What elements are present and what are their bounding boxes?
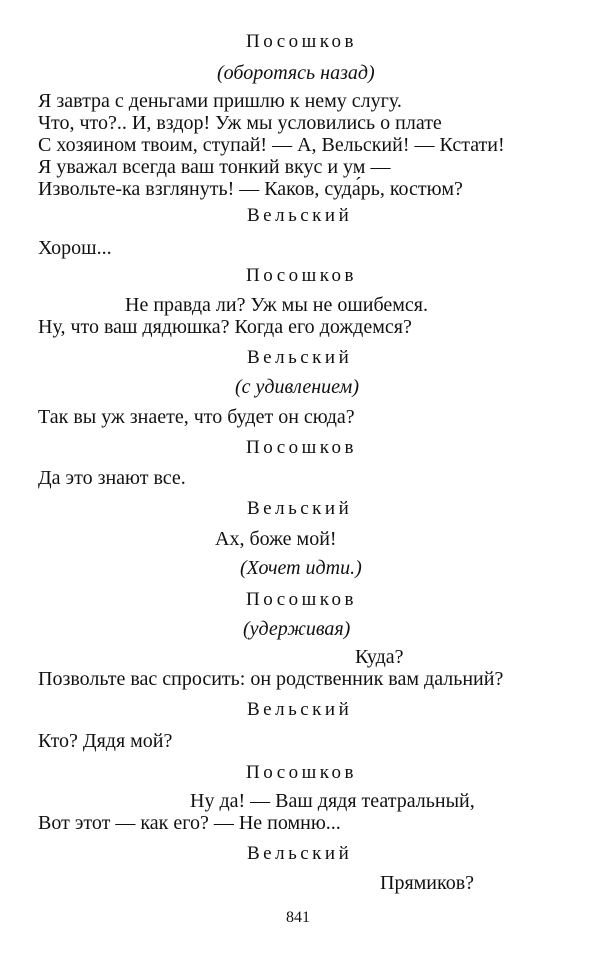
verse-line: Я уважал всегда ваш тонкий вкус и ум — (38, 156, 391, 178)
verse-line: Ах, боже мой! (215, 528, 337, 550)
speaker-pososhkov: Посошков (246, 589, 357, 610)
speaker-velsky: Вельский (247, 843, 353, 864)
verse-line: Позвольте вас спросить: он родственник вам дальний? (38, 668, 504, 690)
stage-direction: (оборотясь назад) (217, 62, 375, 84)
speaker-pososhkov: Посошков (246, 31, 357, 52)
verse-line: С хозяином твоим, ступай! — А, Вельский! — Кстати! (38, 134, 505, 156)
stage-direction: (с удивлением) (235, 376, 359, 398)
speaker-velsky: Вельский (247, 205, 353, 226)
speaker-pososhkov: Посошков (246, 437, 357, 458)
speaker-pososhkov: Посошков (246, 762, 357, 783)
verse-line: Так вы уж знаете, что будет он сюда? (38, 406, 355, 428)
speaker-pososhkov: Посошков (246, 265, 357, 286)
speaker-velsky: Вельский (247, 498, 353, 519)
verse-line: Ну, что ваш дядюшка? Когда его дождемся? (38, 316, 412, 338)
page-number: 841 (286, 909, 310, 926)
speaker-velsky: Вельский (247, 699, 353, 720)
verse-line: Ну да! — Ваш дядя театральный, (190, 790, 475, 812)
speaker-velsky: Вельский (247, 347, 353, 368)
stage-direction: (удерживая) (243, 618, 351, 640)
verse-line: Я завтра с деньгами пришлю к нему слугу. (38, 90, 402, 112)
verse-line: Кто? Дядя мой? (38, 730, 173, 752)
verse-line: Прямиков? (380, 872, 475, 894)
verse-line: Извольте-ка взглянуть! — Каков, суда́рь, костюм? (38, 178, 463, 200)
stage-direction: (Хочет идти.) (240, 557, 362, 579)
verse-line: Хорош... (38, 237, 112, 259)
verse-line: Не правда ли? Уж мы не ошибемся. (125, 294, 428, 316)
verse-line: Да это знают все. (38, 467, 186, 489)
verse-line: Куда? (355, 646, 404, 668)
verse-line: Вот этот — как его? — Не помню... (38, 812, 341, 834)
verse-line: Что, что?.. И, вздор! Уж мы условились о плате (38, 112, 442, 134)
